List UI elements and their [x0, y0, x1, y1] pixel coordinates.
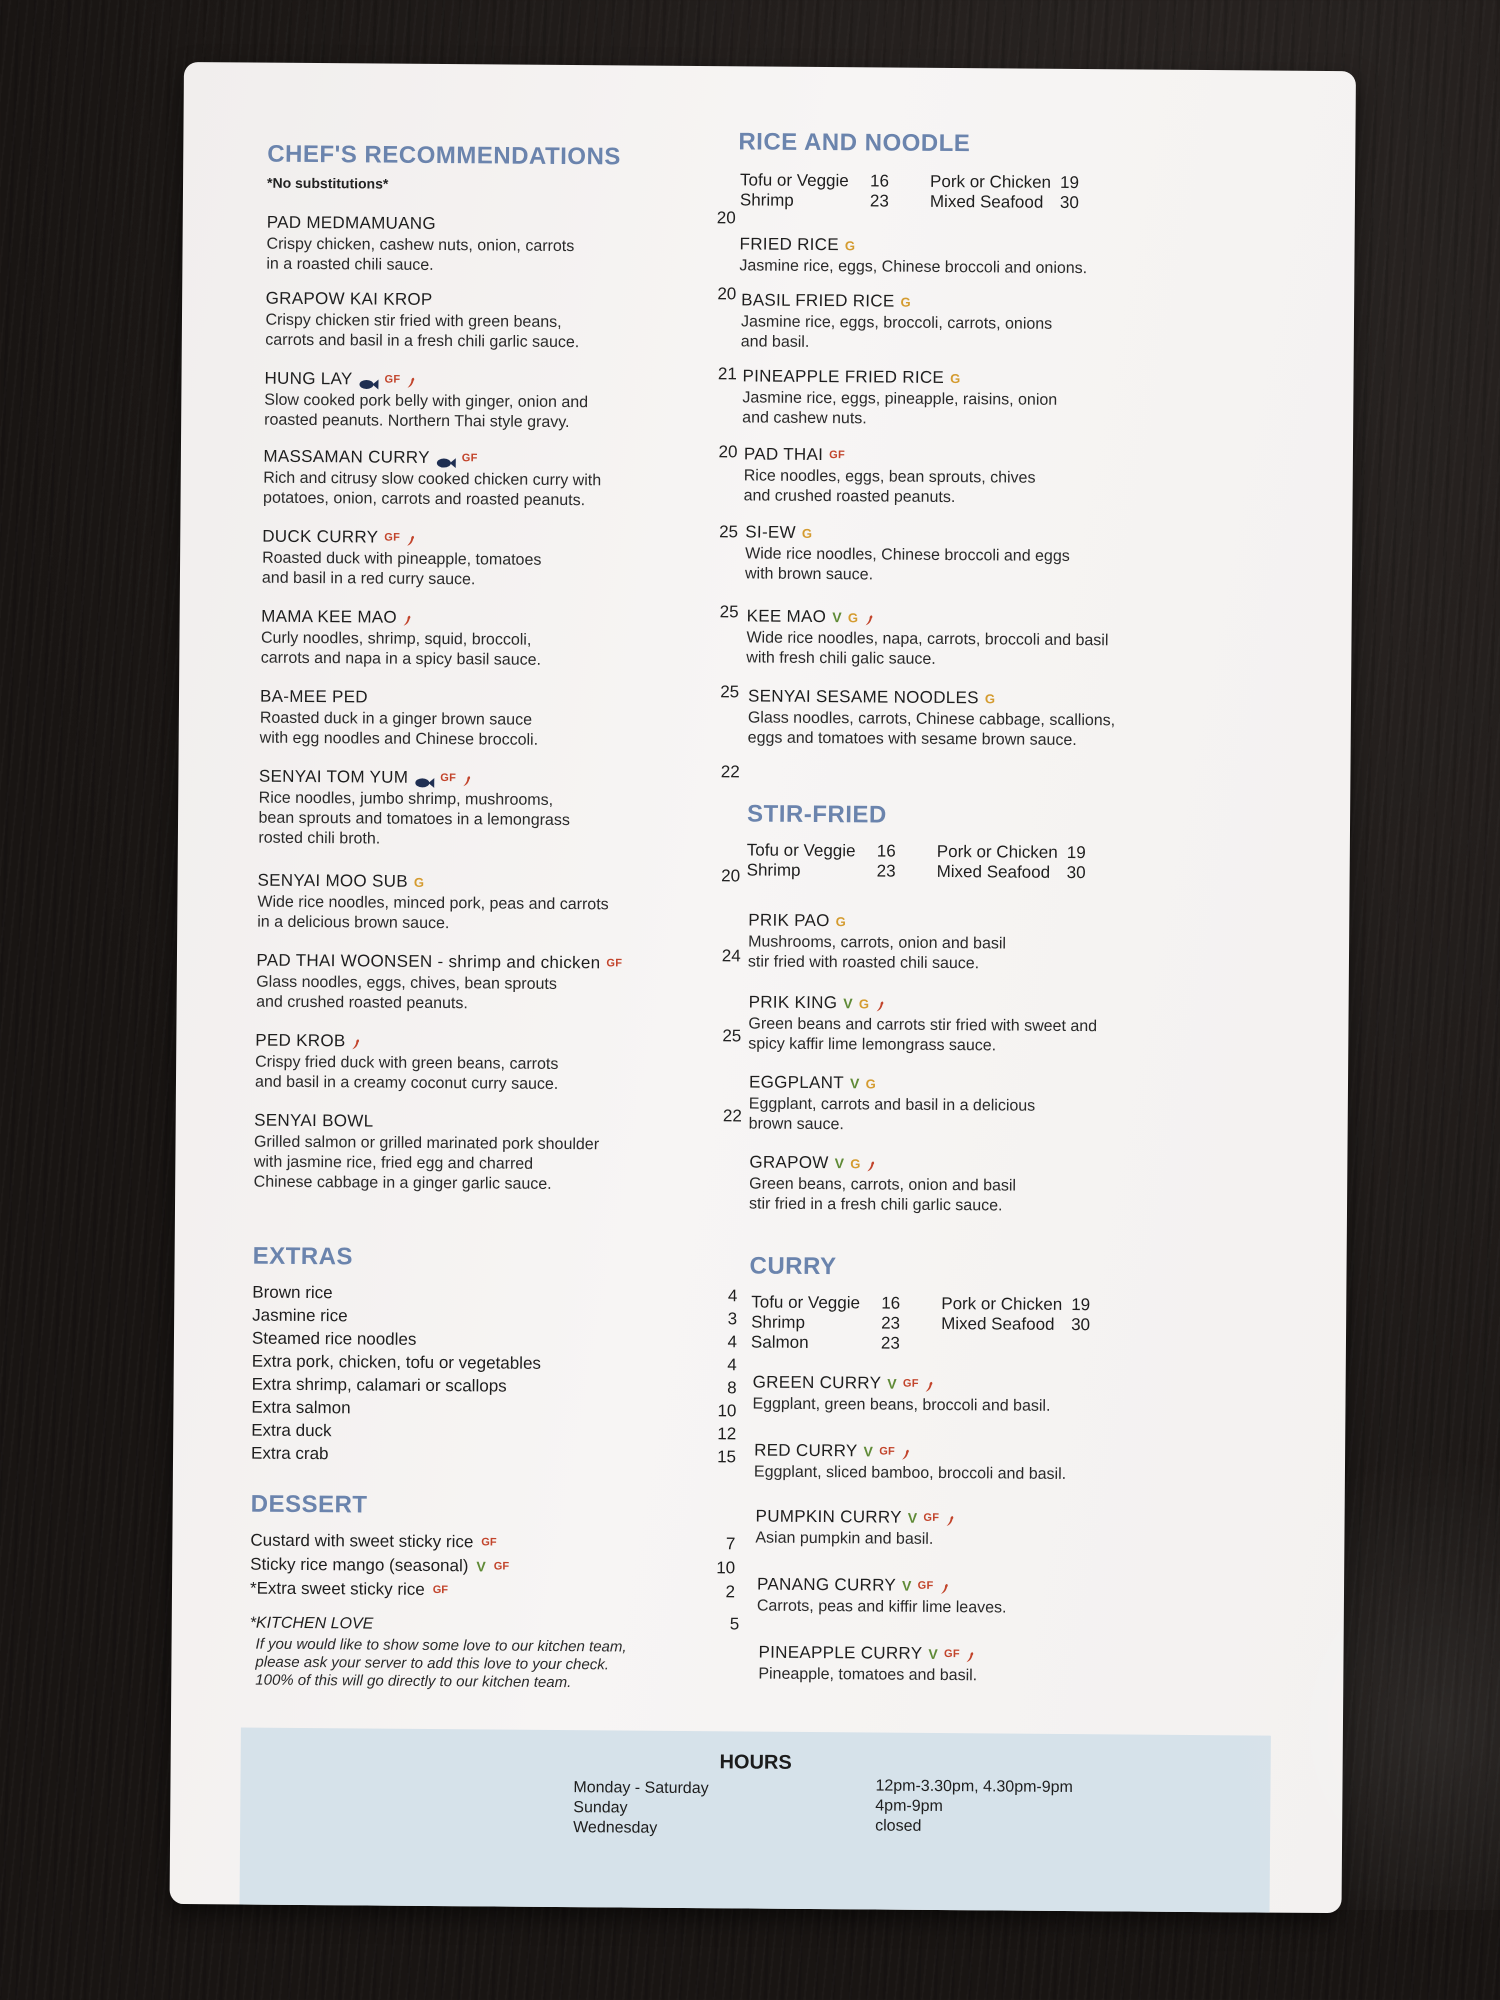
menu-item-name — [753, 1373, 1253, 1397]
no-substitutions-note: *No substitutions* — [266, 174, 389, 192]
menu-item-desc: Rice noodles, jumbo shrimp, mushrooms, bean sprouts and tomatoes in a lemongrass rosted chili broth. — [258, 789, 570, 848]
curry-heading: CURRY — [749, 1252, 837, 1281]
protein-label: Mixed Seafood — [936, 861, 1051, 882]
vegetarian-tag: V — [863, 1443, 874, 1460]
gluten-free-tag: GF — [829, 449, 846, 462]
gluten-free-option-tag: G — [865, 1075, 877, 1091]
gluten-free-tag: GF — [902, 1377, 919, 1390]
menu-item-title: HUNG LAY — [264, 368, 353, 389]
protein-price: 16 — [870, 171, 890, 191]
menu-item-desc: Jasmine rice, eggs, pineapple, raisins, onion and cashew nuts. — [742, 389, 1058, 428]
menu-item-name — [263, 447, 763, 471]
extras-heading: EXTRAS — [252, 1242, 354, 1271]
menu-item — [741, 290, 1241, 356]
list-item-text: Steamed rice noodles — [251, 1328, 417, 1349]
menu-item-title: PED KROB — [255, 1030, 346, 1051]
menu-item — [254, 1111, 755, 1197]
menu-item-price: 25 — [722, 1026, 742, 1046]
kitchen-love-price: 5 — [729, 1614, 740, 1634]
gluten-free-tag: GF — [481, 1536, 497, 1549]
list-item-price: 2 — [725, 1582, 736, 1602]
menu-item-title: PRIK PAO — [748, 910, 830, 931]
menu-item-title: MAMA KEE MAO — [261, 606, 398, 627]
gluten-free-option-tag: G — [858, 995, 870, 1011]
menu-item — [758, 1643, 1258, 1689]
spicy-chili-icon — [901, 1446, 911, 1458]
list-item-name — [250, 1577, 448, 1603]
menu-item-name — [744, 444, 1244, 468]
gluten-free-tag: GF — [440, 772, 457, 785]
menu-item-name — [741, 290, 1241, 314]
list-item-name — [250, 1529, 496, 1555]
menu-item — [745, 522, 1245, 588]
menu-item-desc: Wide rice noodles, napa, carrots, broccoli and basil with fresh chili galic sauce. — [746, 629, 1109, 668]
menu-item-name — [259, 767, 759, 791]
stir-fried-heading: STIR-FRIED — [747, 800, 887, 829]
gluten-free-tag: GF — [384, 373, 401, 386]
protein-price: 16 — [881, 1293, 901, 1313]
menu-item-title: EGGPLANT — [748, 1072, 845, 1093]
menu-item-title: PANANG CURRY — [756, 1574, 897, 1595]
list-item-price: 15 — [717, 1447, 737, 1467]
menu-item-desc: Mushrooms, carrots, onion and basil stir fried with roasted chili sauce. — [747, 933, 1007, 973]
protein-price: 23 — [880, 1333, 900, 1353]
menu-item-name — [756, 1507, 1256, 1531]
protein-price: 23 — [869, 191, 889, 211]
vegetarian-tag: V — [901, 1577, 912, 1594]
menu-item-name — [757, 1575, 1257, 1599]
menu-item-title: DUCK CURRY — [262, 526, 379, 547]
chefs-heading: CHEF'S RECOMMENDATIONS — [267, 140, 621, 171]
hours-day: Monday - Saturday — [573, 1779, 709, 1798]
menu-item-title: KEE MAO — [746, 606, 827, 627]
menu-item-desc: Carrots, peas and kiffir lime leaves. — [756, 1597, 1007, 1617]
rice-noodle-price-table — [740, 170, 1130, 213]
list-row — [251, 1442, 736, 1469]
menu-item-name — [257, 871, 757, 895]
menu-item-name — [754, 1441, 1254, 1465]
menu-item-desc: Eggplant, carrots and basil in a delicious brown sauce. — [748, 1095, 1036, 1134]
kitchen-love-title: *KITCHEN LOVE — [249, 1614, 374, 1633]
protein-label: Tofu or Veggie — [746, 840, 856, 861]
protein-label: Mixed Seafood — [941, 1313, 1055, 1334]
menu-item-price: 20 — [721, 866, 741, 886]
menu-item-desc: Grilled salmon or grilled marinated pork shoulder with jasmine rice, fried egg and charred Chinese cabbage in a ginger garlic sauce. — [253, 1133, 600, 1193]
menu-item-title: PRIK KING — [748, 992, 838, 1013]
protein-price — [1071, 1335, 1141, 1356]
menu-item-price: 20 — [717, 284, 737, 304]
vegetarian-tag: V — [832, 609, 842, 626]
list-item-price: 4 — [727, 1286, 738, 1306]
gluten-free-option-tag: G — [413, 874, 425, 890]
menu-item-name — [740, 234, 1240, 258]
vegetarian-tag: V — [928, 1645, 939, 1662]
menu-item — [746, 606, 1246, 672]
menu-item — [744, 444, 1244, 510]
menu-item — [258, 767, 759, 853]
list-item-price: 10 — [716, 1558, 736, 1578]
protein-price: 23 — [876, 861, 896, 881]
menu-item — [255, 1031, 755, 1097]
list-item-price: 12 — [717, 1424, 737, 1444]
list-item-text: Extra duck — [251, 1420, 332, 1441]
menu-item-name — [747, 606, 1247, 630]
menu-item-desc: Rice noodles, eggs, bean sprouts, chives and crushed roasted peanuts. — [743, 467, 1036, 507]
spicy-chili-icon — [406, 374, 416, 386]
list-item-name — [251, 1419, 331, 1443]
list-item-price: 3 — [727, 1309, 738, 1329]
spicy-chili-icon — [945, 1512, 955, 1524]
menu-item-title: PUMPKIN CURRY — [755, 1506, 902, 1527]
menu-item-name — [261, 607, 761, 631]
hours-times — [875, 1776, 1073, 1838]
menu-item-desc: Asian pumpkin and basil. — [755, 1529, 934, 1548]
price-table-row — [751, 1332, 1141, 1355]
menu-item — [266, 213, 766, 279]
menu-item — [748, 910, 1248, 976]
hours-time: 4pm-9pm — [875, 1797, 943, 1816]
menu-item-desc: Roasted duck with pineapple, tomatoes and basil in a red curry sauce. — [261, 549, 542, 589]
list-item-name — [251, 1396, 350, 1420]
protein-price: 30 — [1059, 192, 1079, 213]
rice-noodle-heading: RICE AND NOODLE — [738, 128, 971, 158]
protein-label: Tofu or Veggie — [751, 1292, 861, 1313]
menu-item — [739, 234, 1239, 280]
price-table-row — [740, 190, 1130, 213]
menu-item — [749, 1072, 1249, 1138]
menu-item-name — [749, 992, 1249, 1016]
right-column — [738, 66, 1299, 1685]
menu-item-price: 25 — [719, 522, 739, 542]
menu-item-title: BASIL FRIED RICE — [741, 290, 895, 311]
menu-item — [257, 871, 757, 937]
menu-item-title: SENYAI SESAME NOODLES — [747, 686, 979, 708]
vegetarian-tag: V — [476, 1558, 486, 1575]
menu-item-title: MASSAMAN CURRY — [263, 446, 430, 467]
menu-item-desc: Curly noodles, shrimp, squid, broccoli, carrots and napa in a spicy basil sauce. — [260, 629, 542, 669]
menu-item-name — [748, 910, 1248, 934]
fish-icon — [359, 374, 379, 384]
menu-item — [262, 527, 762, 593]
kitchen-love-desc: If you would like to show some love to our kitchen team, please ask your server to add this love to your check. 100% of this will go directly to our kitchen team. — [255, 1635, 627, 1692]
list-item-text: Sticky rice mango (seasonal) — [250, 1554, 469, 1576]
spicy-chili-icon — [875, 997, 885, 1009]
menu-item-desc: Wide rice noodles, minced pork, peas and carrots in a delicious brown sauce. — [257, 893, 609, 933]
menu-item-name — [254, 1111, 754, 1135]
protein-price: 19 — [1066, 842, 1086, 863]
hours-band — [240, 1727, 1271, 1912]
list-item-price: 10 — [717, 1401, 737, 1421]
menu-item — [754, 1441, 1254, 1487]
menu-item — [256, 951, 756, 1017]
price-table-row — [747, 860, 1137, 883]
protein-label: Shrimp — [739, 190, 794, 210]
menu-item-desc: Glass noodles, carrots, Chinese cabbage, scallions, eggs and tomatoes with sesame brown sauce. — [747, 709, 1116, 750]
protein-label: Shrimp — [746, 860, 801, 880]
gluten-free-tag: GF — [461, 452, 478, 465]
protein-price: 16 — [876, 841, 896, 861]
menu-item-desc: Slow cooked pork belly with ginger, onion and roasted peanuts. Northern Thai style gravy. — [264, 391, 589, 432]
menu-item-title: SENYAI BOWL — [254, 1110, 374, 1131]
gluten-free-option-tag: G — [850, 1155, 861, 1171]
menu-item-title: GREEN CURRY — [752, 1372, 882, 1393]
protein-label: Pork or Chicken — [941, 1293, 1063, 1314]
list-item-text: *Extra sweet sticky rice — [249, 1578, 425, 1599]
menu-item — [752, 1373, 1252, 1419]
menu-item-price: 22 — [720, 762, 740, 782]
menu-item-title: BA-MEE PED — [259, 686, 368, 707]
list-item-name — [252, 1304, 348, 1328]
dessert-list — [250, 1529, 736, 1605]
menu-item-price: 21 — [717, 364, 737, 384]
menu-item-desc: Wide rice noodles, Chinese broccoli and eggs with brown sauce. — [744, 545, 1070, 584]
spicy-chili-icon — [940, 1580, 950, 1592]
spicy-chili-icon — [925, 1378, 935, 1390]
menu-item — [749, 1152, 1249, 1218]
gluten-free-option-tag: G — [835, 913, 847, 929]
list-item-price: 4 — [727, 1355, 737, 1375]
list-item-price: 4 — [727, 1332, 738, 1352]
menu-item — [265, 289, 765, 355]
menu-item-desc: Green beans and carrots stir fried with sweet and spicy kaffir lime lemongrass sauce. — [748, 1015, 1098, 1055]
menu-item-name — [256, 951, 756, 975]
menu-item-name — [262, 527, 762, 551]
menu-item-desc: Pineapple, tomatoes and basil. — [758, 1665, 978, 1685]
menu-item-title: GRAPOW — [749, 1152, 829, 1173]
list-item-price: 8 — [727, 1378, 737, 1398]
menu-item — [748, 992, 1248, 1058]
menu-item-title: PAD MEDMAMUANG — [266, 212, 436, 233]
menu-item-price: 22 — [722, 1106, 742, 1126]
menu-item-name — [749, 1152, 1249, 1176]
gluten-free-option-tag: G — [801, 525, 813, 541]
list-item-name — [252, 1373, 507, 1398]
menu-item-name — [748, 686, 1248, 710]
list-row — [250, 1577, 735, 1605]
list-item-name — [252, 1327, 417, 1351]
menu-item-price: 25 — [719, 602, 739, 622]
menu-item-desc: Glass noodles, eggs, chives, bean sprouts and crushed roasted peanuts. — [256, 973, 557, 1013]
vegetarian-tag: V — [843, 995, 854, 1012]
menu-item-title: PINEAPPLE FRIED RICE — [742, 366, 945, 387]
protein-label — [941, 1334, 1071, 1355]
spicy-chili-icon — [867, 1157, 877, 1169]
hours-day: Sunday — [573, 1799, 628, 1817]
gluten-free-option-tag: G — [844, 237, 856, 253]
menu-item-name — [742, 366, 1242, 390]
protein-price: 23 — [881, 1313, 901, 1333]
fish-icon — [436, 453, 456, 463]
menu-item — [260, 687, 760, 753]
hours-heading: HOURS — [719, 1751, 792, 1774]
menu-item-name — [758, 1643, 1258, 1667]
spicy-chili-icon — [406, 532, 416, 544]
fish-icon — [414, 773, 434, 783]
menu-item-title: SI-EW — [745, 522, 797, 542]
protein-label: Pork or Chicken — [930, 171, 1052, 192]
menu-item — [757, 1575, 1257, 1621]
menu-item-name — [749, 1072, 1249, 1096]
menu-item — [261, 607, 761, 673]
menu-item — [263, 447, 763, 513]
protein-label: Salmon — [750, 1332, 809, 1352]
list-item-name — [252, 1281, 332, 1305]
menu-item-title: RED CURRY — [754, 1440, 858, 1461]
menu-item-name — [255, 1031, 755, 1055]
menu-item-desc: Green beans, carrots, onion and basil stir fried in a fresh chili garlic sauce. — [748, 1175, 1017, 1215]
gluten-free-tag: GF — [917, 1579, 934, 1592]
menu-item-desc: Rich and citrusy slow cooked chicken curry with potatoes, onion, carrots and roasted peanuts. — [263, 469, 602, 510]
protein-label: Pork or Chicken — [936, 841, 1058, 862]
gluten-free-option-tag: G — [900, 294, 912, 310]
dessert-heading: DESSERT — [250, 1490, 368, 1519]
kitchen-love — [249, 1615, 710, 1694]
protein-price: 30 — [1066, 862, 1086, 883]
vegetarian-tag: V — [849, 1075, 860, 1092]
menu-item-desc: Crispy chicken, cashew nuts, onion, carrots in a roasted chili sauce. — [266, 235, 575, 274]
list-item-text: Extra pork, chicken, tofu or vegetables — [251, 1351, 542, 1373]
gluten-free-tag: GF — [943, 1648, 960, 1661]
menu-item-title: SENYAI MOO SUB — [257, 870, 408, 891]
list-item-text: Brown rice — [252, 1282, 333, 1303]
hours-days — [573, 1778, 709, 1839]
gluten-free-tag: GF — [923, 1511, 940, 1524]
spicy-chili-icon — [403, 612, 413, 624]
gluten-free-tag: GF — [432, 1584, 449, 1597]
menu-item-price: 20 — [716, 208, 736, 228]
list-item-price: 7 — [725, 1534, 736, 1554]
spicy-chili-icon — [864, 611, 874, 623]
gluten-free-tag: GF — [384, 531, 401, 544]
menu-item-name — [264, 369, 764, 393]
menu-item-title: GRAPOW KAI KROP — [265, 288, 433, 309]
protein-label: Mixed Seafood — [929, 191, 1044, 212]
curry-price-table — [751, 1292, 1141, 1355]
gluten-free-option-tag: G — [950, 370, 961, 386]
menu-item-title: SENYAI TOM YUM — [258, 766, 409, 787]
list-item-text: Extra salmon — [251, 1397, 351, 1418]
hours-time: 12pm-3.30pm, 4.30pm-9pm — [875, 1777, 1073, 1797]
list-item-text: Custard with sweet sticky rice — [250, 1530, 474, 1552]
menu-item-name — [745, 522, 1245, 546]
menu-item-title: PAD THAI — [743, 444, 824, 465]
protein-price: 19 — [1071, 1295, 1091, 1315]
stir-fried-price-table — [747, 840, 1137, 883]
protein-label: Tofu or Veggie — [740, 170, 849, 191]
vegetarian-tag: V — [887, 1375, 897, 1392]
vegetarian-tag: V — [907, 1509, 918, 1526]
menu-item — [748, 686, 1248, 752]
menu-item-desc: Crispy chicken stir fried with green beans, carrots and basil in a fresh chili garlic sauce. — [265, 311, 580, 352]
menu-item-title: PAD THAI WOONSEN - shrimp and chicken — [256, 950, 601, 973]
list-item-name — [251, 1442, 329, 1466]
protein-price: 30 — [1071, 1315, 1091, 1335]
hours-time: closed — [875, 1817, 922, 1835]
menu-item-name — [266, 289, 766, 313]
menu-item-price: 20 — [718, 442, 738, 462]
menu-item-desc: Jasmine rice, eggs, broccoli, carrots, onions and basil. — [740, 313, 1053, 351]
menu-item-desc: Eggplant, sliced bamboo, broccoli and basil. — [753, 1463, 1067, 1483]
menu-item-title: FRIED RICE — [739, 234, 840, 255]
menu-card — [170, 62, 1356, 1913]
gluten-free-tag: GF — [606, 957, 623, 970]
protein-label: Shrimp — [751, 1312, 806, 1332]
hours-day: Wednesday — [573, 1819, 658, 1837]
menu-item-title: PINEAPPLE CURRY — [758, 1642, 923, 1663]
list-item-name — [252, 1350, 541, 1375]
list-item-name — [250, 1553, 509, 1579]
extras-list — [251, 1281, 737, 1469]
gluten-free-option-tag: G — [984, 690, 996, 706]
menu-item-price: 25 — [720, 682, 740, 702]
protein-price: 19 — [1060, 172, 1080, 193]
spicy-chili-icon — [966, 1648, 976, 1660]
menu-item-name — [260, 687, 760, 711]
spicy-chili-icon — [352, 1035, 362, 1047]
spicy-chili-icon — [462, 772, 472, 784]
menu-item — [755, 1507, 1255, 1553]
vegetarian-tag: V — [834, 1155, 845, 1172]
list-item-text: Extra crab — [251, 1443, 329, 1464]
gluten-free-option-tag: G — [847, 609, 859, 625]
gluten-free-tag: GF — [879, 1445, 896, 1458]
menu-item — [264, 369, 764, 435]
menu-item-desc: Roasted duck in a ginger brown sauce with egg noodles and Chinese broccoli. — [259, 709, 539, 749]
menu-item-desc: Jasmine rice, eggs, Chinese broccoli and onions. — [739, 257, 1088, 278]
menu-item-desc: Crispy fried duck with green beans, carrots and basil in a creamy coconut curry sauce. — [254, 1053, 559, 1093]
menu-item-price: 24 — [721, 946, 741, 966]
gluten-free-tag: GF — [493, 1560, 510, 1573]
menu-item-desc: Eggplant, green beans, broccoli and basil. — [752, 1395, 1051, 1415]
list-item-text: Jasmine rice — [252, 1305, 348, 1326]
menu-item — [742, 366, 1242, 432]
menu-item-name — [267, 213, 767, 237]
list-item-text: Extra shrimp, calamari or scallops — [251, 1374, 507, 1396]
